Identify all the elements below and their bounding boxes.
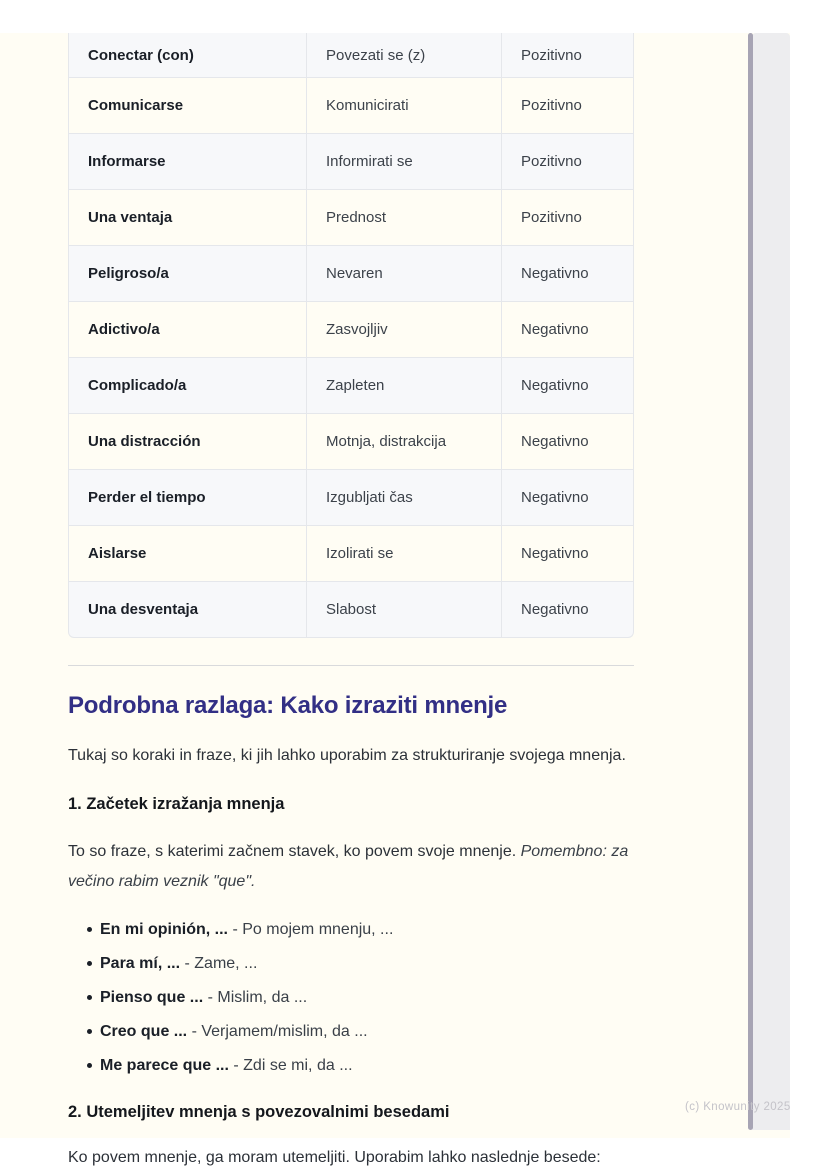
cell-sentiment: Negativno xyxy=(502,470,634,526)
step-2-paragraph: Ko povem mnenje, ga moram utemeljiti. Uporabim lahko naslednje besede: xyxy=(68,1149,601,1166)
vocab-table-body xyxy=(68,33,634,638)
cell-spanish-term: Informarse xyxy=(68,134,307,190)
step-1-paragraph-normal: To so fraze, s katerimi začnem stavek, ko povem svoje mnenje. xyxy=(68,843,521,860)
scrollbar-thumb[interactable] xyxy=(748,33,753,1130)
phrase-list-item: Pienso que ... - Mislim, da ... xyxy=(68,987,634,1008)
phrase-spanish: En mi opinión, ... xyxy=(100,921,228,938)
table-row xyxy=(68,302,634,358)
cell-spanish-term: Conectar (con) xyxy=(68,33,307,78)
phrase-list-item: Para mí, ... - Zame, ... xyxy=(68,953,634,974)
table-row xyxy=(68,33,634,78)
scrollbar-track[interactable] xyxy=(752,33,790,1130)
phrase-list-item: Creo que ... - Verjamem/mislim, da ... xyxy=(68,1021,634,1042)
table-row xyxy=(68,190,634,246)
cell-spanish-term: Complicado/a xyxy=(68,358,307,414)
cell-slovenian-translation: Nevaren xyxy=(307,246,502,302)
cell-slovenian-translation: Prednost xyxy=(307,190,502,246)
cell-sentiment: Negativno xyxy=(502,302,634,358)
cell-sentiment: Pozitivno xyxy=(502,78,634,134)
phrase-spanish: Me parece que ... xyxy=(100,1057,229,1074)
cell-slovenian-translation: Izolirati se xyxy=(307,526,502,582)
phrase-spanish: Para mí, ... xyxy=(100,955,181,972)
table-row xyxy=(68,414,634,470)
step-1-paragraph xyxy=(68,837,634,897)
phrase-list-item: Me parece que ... - Zdi se mi, da ... xyxy=(68,1055,634,1076)
cell-sentiment: Negativno xyxy=(502,582,634,638)
cell-sentiment: Pozitivno xyxy=(502,190,634,246)
table-row xyxy=(68,134,634,190)
cell-spanish-term: Aislarse xyxy=(68,526,307,582)
subheading-step-2: 2. Utemeljitev mnenja s povezovalnimi besedami xyxy=(68,1103,450,1121)
cell-spanish-term: Una desventaja xyxy=(68,582,307,638)
table-row xyxy=(68,246,634,302)
opinion-phrases-list xyxy=(68,919,634,1076)
table-row xyxy=(68,78,634,134)
cell-spanish-term: Peligroso/a xyxy=(68,246,307,302)
copyright-watermark: (c) Knowunity 2025 xyxy=(685,1101,791,1113)
cell-spanish-term: Adictivo/a xyxy=(68,302,307,358)
step-1-paragraph-italic: Pomembno: za večino rabim veznik "que". xyxy=(68,843,629,890)
cell-slovenian-translation: Povezati se (z) xyxy=(307,33,502,78)
subheading-step-1: 1. Začetek izražanja mnenja xyxy=(68,795,285,813)
table-row xyxy=(68,526,634,582)
table-row xyxy=(68,470,634,526)
cell-slovenian-translation: Informirati se xyxy=(307,134,502,190)
cell-sentiment: Pozitivno xyxy=(502,134,634,190)
cell-spanish-term: Una ventaja xyxy=(68,190,307,246)
cell-spanish-term: Comunicarse xyxy=(68,78,307,134)
cell-sentiment: Negativno xyxy=(502,414,634,470)
cell-sentiment: Negativno xyxy=(502,526,634,582)
section-divider xyxy=(68,665,634,666)
table-row xyxy=(68,358,634,414)
cell-spanish-term: Perder el tiempo xyxy=(68,470,307,526)
cell-slovenian-translation: Zapleten xyxy=(307,358,502,414)
intro-paragraph: Tukaj so koraki in fraze, ki jih lahko uporabim za strukturiranje svojega mnenja. xyxy=(68,747,626,764)
cell-slovenian-translation: Komunicirati xyxy=(307,78,502,134)
cell-spanish-term: Una distracción xyxy=(68,414,307,470)
section-heading: Podrobna razlaga: Kako izraziti mnenje xyxy=(68,692,508,719)
phrase-spanish: Pienso que ... xyxy=(100,989,204,1006)
cell-slovenian-translation: Zasvojljiv xyxy=(307,302,502,358)
document-content xyxy=(68,33,634,1170)
phrase-spanish: Creo que ... xyxy=(100,1023,188,1040)
cell-slovenian-translation: Slabost xyxy=(307,582,502,638)
table-row xyxy=(68,582,634,638)
document-page xyxy=(0,33,790,1166)
cell-sentiment: Negativno xyxy=(502,246,634,302)
cell-sentiment: Negativno xyxy=(502,358,634,414)
phrase-list-item: En mi opinión, ... - Po mojem mnenju, ... xyxy=(68,919,634,940)
vocabulary-table xyxy=(68,33,634,638)
cell-slovenian-translation: Motnja, distrakcija xyxy=(307,414,502,470)
cell-slovenian-translation: Izgubljati čas xyxy=(307,470,502,526)
cell-sentiment: Pozitivno xyxy=(502,33,634,78)
